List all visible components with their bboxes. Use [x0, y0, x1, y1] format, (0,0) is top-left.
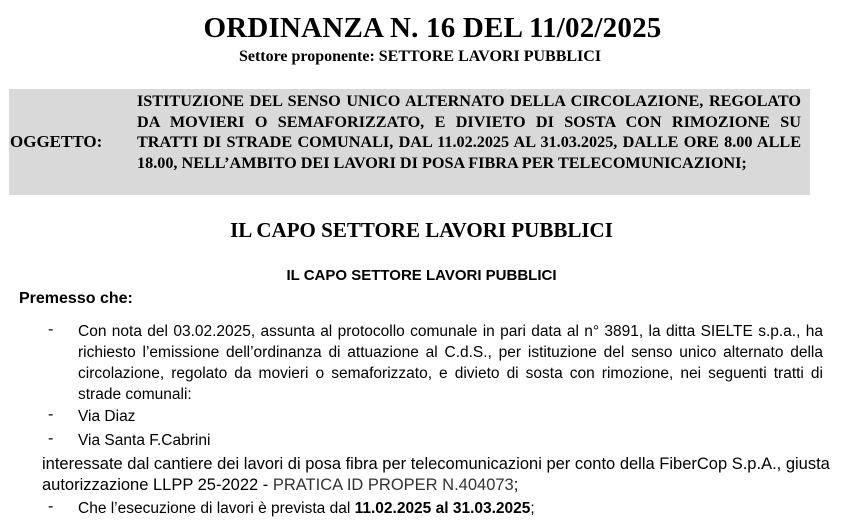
paragraph-cantiere — [42, 454, 842, 496]
paragraph-nota: Con nota del 03.02.2025, assunta al protocollo comunale in pari data al n° 3891, la ditta SIELTE s.p.a., ha richiesto l’emissione dell’ordinanza di attuazione al C.d.S., per istituzione del senso unico alternato della circolazione, regolato da movieri o semaforizzato, e divieto di sosta con rimozione, nei seguenti tratti di strade comunali: — [78, 323, 823, 403]
subject-text: ISTITUZIONE DEL SENSO UNICO ALTERNATO DELLA CIRCOLAZIONE, REGOLATO DA MOVIERI O SEMAFORIZZATO, E DIVIETO DI SOSTA CON RIMOZIONE SU TRATTI DI STRADE COMUNALI, DAL 11.02.2025 AL 31.03.2025, DALLE ORE 8.00 ALLE 18.00, NELL’AMBITO DEI LAVORI DI POSA FIBRA PER TELECOMUNICAZIONI; — [137, 92, 801, 172]
paragraph-end: ; — [530, 500, 535, 517]
section-heading-secondary: IL CAPO SETTORE LAVORI PUBBLICI — [286, 267, 557, 284]
paragraph-cantiere-text: interessate dal cantiere dei lavori di posa fibra per telecomunicazioni per conto della FiberCop S.p.A., giusta autorizzazione LLPP 25-2022 - — [42, 455, 830, 494]
subject-label: OGGETTO: — [10, 132, 103, 151]
street-item: Via Santa F.Cabrini — [78, 432, 211, 449]
document-title: ORDINANZA N. 16 DEL 11/02/2025 — [203, 12, 662, 44]
document-subtitle: Settore proponente: SETTORE LAVORI PUBBLICI — [238, 48, 602, 65]
paragraph-end: ; — [513, 476, 519, 494]
date-range: 11.02.2025 al 31.03.2025 — [354, 500, 531, 517]
street-item: Via Diaz — [78, 408, 136, 425]
paragraph-esecuzione-text: Che l’esecuzione di lavori è prevista dal — [78, 500, 355, 517]
premesso-label: Premesso che: — [19, 290, 133, 307]
bullet-dash: - — [48, 430, 54, 447]
paragraph-esecuzione — [78, 498, 535, 519]
bullet-dash: - — [48, 498, 54, 515]
pratica-id: PRATICA ID PROPER N.404073 — [272, 476, 514, 494]
section-heading-main: IL CAPO SETTORE LAVORI PUBBLICI — [230, 218, 613, 242]
bullet-dash: - — [48, 406, 54, 423]
bullet-dash: - — [48, 321, 54, 338]
